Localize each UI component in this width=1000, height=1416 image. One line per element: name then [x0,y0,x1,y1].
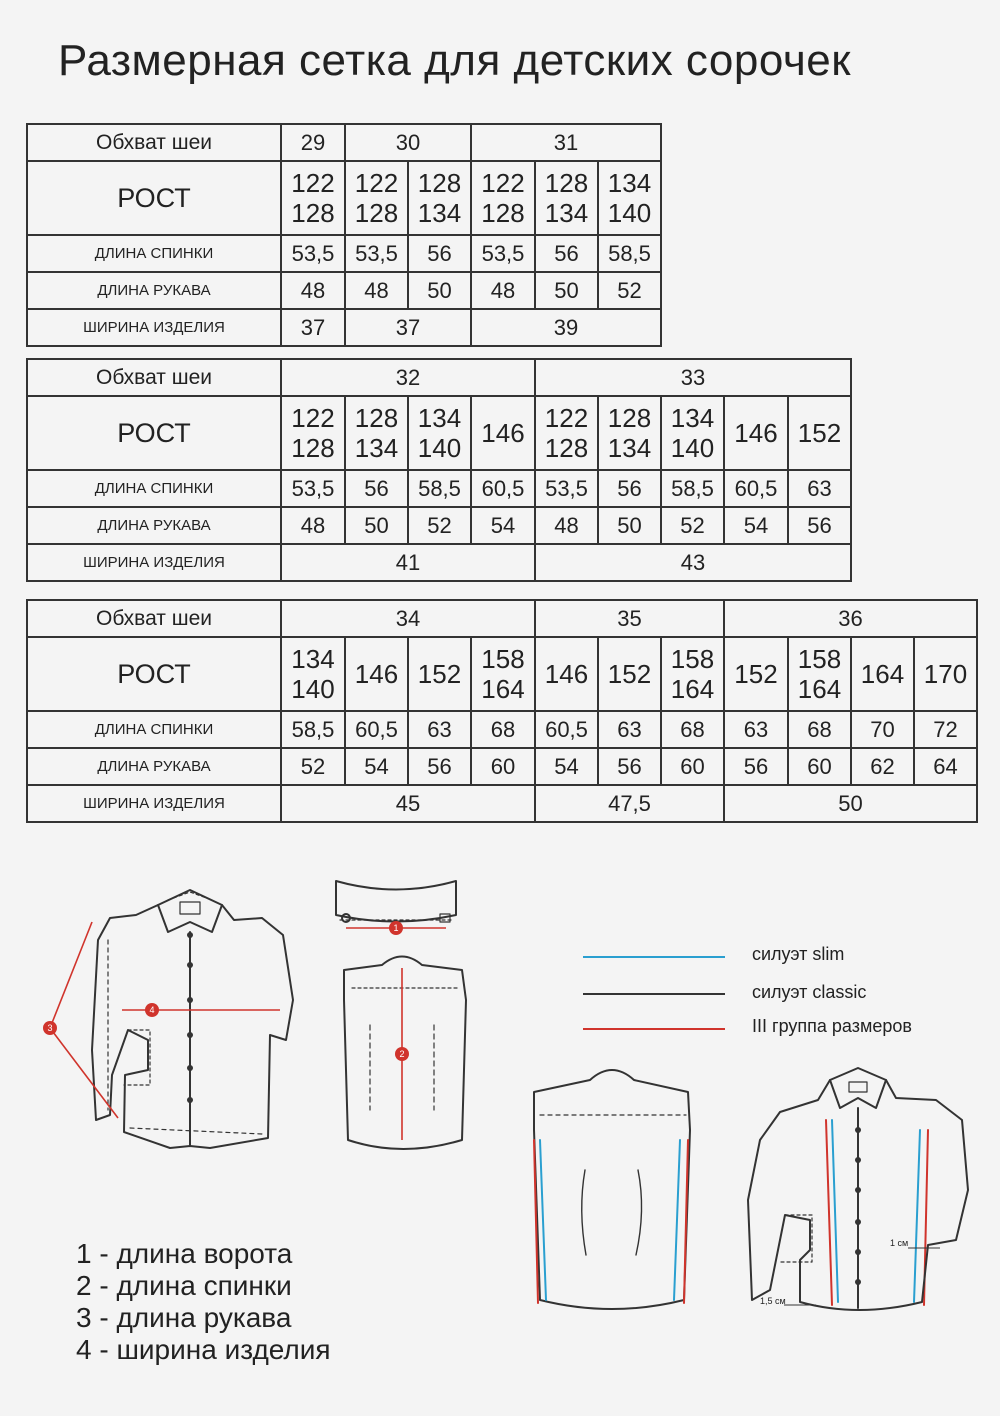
height-cell: 158 164 [788,637,851,711]
back-length-cell: 53,5 [471,235,535,272]
sleeve-length-cell: 56 [598,748,661,785]
height-cell: 134 140 [661,396,724,470]
width-label: ШИРИНА ИЗДЕЛИЯ [27,309,281,346]
neck-size: 30 [345,124,471,161]
sleeve-length-label: ДЛИНА РУКАВА [27,507,281,544]
sleeve-length-cell: 52 [281,748,345,785]
height-cell: 164 [851,637,914,711]
side-offset-note: 1 см [890,1238,909,1248]
back-length-label: ДЛИНА СПИНКИ [27,235,281,272]
sleeve-length-cell: 64 [914,748,977,785]
height-label: РОСТ [27,637,281,711]
marker-4-label: 4 [149,1005,155,1015]
sleeve-length-cell: 56 [408,748,471,785]
back-length-cell: 72 [914,711,977,748]
sleeve-length-cell: 62 [851,748,914,785]
width-cell: 43 [535,544,851,581]
back-length-cell: 70 [851,711,914,748]
width-cell: 47,5 [535,785,724,822]
legend-label-classic: силуэт classic [752,982,867,1002]
sleeve-length-cell: 52 [661,507,724,544]
sleeve-length-cell: 54 [535,748,598,785]
height-label: РОСТ [27,396,281,470]
height-cell: 128 134 [345,396,408,470]
sleeve-length-cell: 60 [788,748,851,785]
sleeve-length-label: ДЛИНА РУКАВА [27,272,281,309]
height-cell: 146 [345,637,408,711]
neck-label: Обхват шеи [27,600,281,637]
back-length-cell: 60,5 [345,711,408,748]
sleeve-length-cell: 50 [598,507,661,544]
legend-label-slim: силуэт slim [752,944,845,964]
back-length-cell: 58,5 [281,711,345,748]
sleeve-length-cell: 56 [724,748,788,785]
back-length-cell: 63 [408,711,471,748]
sleeve-length-cell: 52 [408,507,471,544]
back-length-cell: 56 [345,470,408,507]
height-cell: 152 [598,637,661,711]
neck-size: 32 [281,359,535,396]
width-cell: 41 [281,544,535,581]
back-length-cell: 58,5 [598,235,661,272]
measurement-list [76,1238,331,1366]
measurement-item: 3 - длина рукава [76,1302,292,1333]
collar-drawing [336,881,456,922]
sleeve-length-cell: 48 [281,272,345,309]
back-length-label: ДЛИНА СПИНКИ [27,711,281,748]
sleeve-length-cell: 60 [471,748,535,785]
back-length-cell: 53,5 [281,235,345,272]
height-cell: 122 128 [535,396,598,470]
back-length-cell: 68 [471,711,535,748]
height-cell: 170 [914,637,977,711]
width-cell: 45 [281,785,535,822]
legend-label-group3: III группа размеров [752,1016,912,1036]
back-length-cell: 56 [598,470,661,507]
height-cell: 134 140 [598,161,661,235]
height-cell: 146 [535,637,598,711]
neck-size: 35 [535,600,724,637]
height-cell: 152 [408,637,471,711]
legend-line-group3 [583,1028,725,1030]
height-cell: 122 128 [281,161,345,235]
neck-size: 33 [535,359,851,396]
height-cell: 134 140 [281,637,345,711]
width-label: ШИРИНА ИЗДЕЛИЯ [27,785,281,822]
back-length-cell: 53,5 [345,235,408,272]
height-cell: 146 [724,396,788,470]
sleeve-length-cell: 48 [535,507,598,544]
back-length-cell: 58,5 [408,470,471,507]
back-length-cell: 58,5 [661,470,724,507]
neck-size: 29 [281,124,345,161]
width-cell: 37 [281,309,345,346]
neck-size: 34 [281,600,535,637]
height-cell: 146 [471,396,535,470]
back-length-cell: 56 [408,235,471,272]
sleeve-length-label: ДЛИНА РУКАВА [27,748,281,785]
sleeve-length-cell: 48 [281,507,345,544]
sleeve-length-cell: 48 [345,272,408,309]
sleeve-length-cell: 54 [345,748,408,785]
height-label: РОСТ [27,161,281,235]
measurement-item: 4 - ширина изделия [76,1334,331,1365]
marker-2-label: 2 [399,1049,405,1059]
back-length-cell: 53,5 [535,470,598,507]
back-length-cell: 53,5 [281,470,345,507]
silhouette-back-drawing [534,1070,690,1309]
back-length-label: ДЛИНА СПИНКИ [27,470,281,507]
legend-line-slim [583,956,725,958]
height-cell: 122 128 [471,161,535,235]
page-title: Размерная сетка для детских сорочек [58,36,851,85]
width-cell: 39 [471,309,661,346]
sleeve-length-cell: 52 [598,272,661,309]
neck-label: Обхват шеи [27,359,281,396]
sleeve-length-cell: 50 [535,272,598,309]
height-cell: 152 [788,396,851,470]
height-cell: 128 134 [598,396,661,470]
neck-label: Обхват шеи [27,124,281,161]
back-length-cell: 63 [598,711,661,748]
sleeve-length-cell: 54 [471,507,535,544]
height-cell: 158 164 [471,637,535,711]
back-length-cell: 68 [788,711,851,748]
front-shirt-drawing [92,890,293,1148]
width-cell: 50 [724,785,977,822]
height-cell: 152 [724,637,788,711]
sleeve-length-cell: 54 [724,507,788,544]
sleeve-length-cell: 50 [408,272,471,309]
marker-3-label: 3 [47,1023,53,1033]
measurement-item: 2 - длина спинки [76,1270,292,1301]
back-length-cell: 60,5 [471,470,535,507]
sleeve-length-cell: 50 [345,507,408,544]
marker-1-label: 1 [393,923,399,933]
legend-line-classic [583,993,725,995]
cuff-offset-note: 1,5 см [760,1296,786,1306]
back-length-cell: 60,5 [535,711,598,748]
back-length-cell: 63 [724,711,788,748]
width-label: ШИРИНА ИЗДЕЛИЯ [27,544,281,581]
back-length-cell: 68 [661,711,724,748]
back-length-cell: 60,5 [724,470,788,507]
height-cell: 128 134 [535,161,598,235]
sleeve-length-cell: 60 [661,748,724,785]
sleeve-length-cell: 56 [788,507,851,544]
sleeve-length-cell: 48 [471,272,535,309]
height-cell: 122 128 [345,161,408,235]
height-cell: 122 128 [281,396,345,470]
back-length-cell: 63 [788,470,851,507]
height-cell: 158 164 [661,637,724,711]
back-length-cell: 56 [535,235,598,272]
neck-size: 31 [471,124,661,161]
neck-size: 36 [724,600,977,637]
height-cell: 128 134 [408,161,471,235]
measurement-item: 1 - длина ворота [76,1238,293,1269]
width-cell: 37 [345,309,471,346]
height-cell: 134 140 [408,396,471,470]
